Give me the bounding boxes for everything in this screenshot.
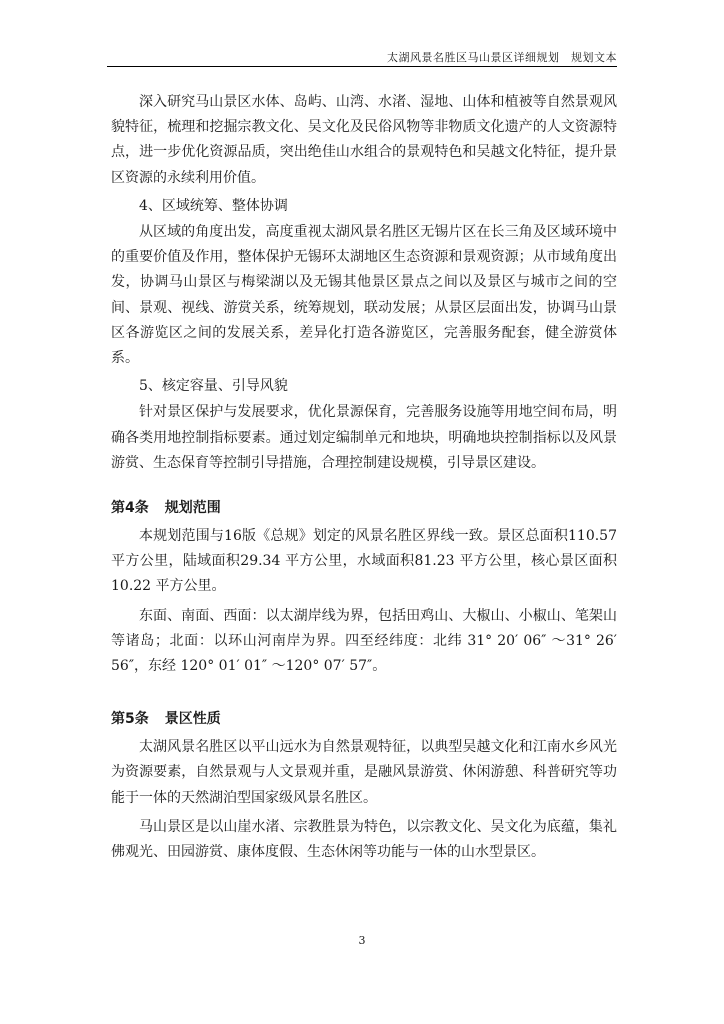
document-body	[111, 90, 617, 865]
subheading-regional-coordination: 4、区域统筹、整体协调	[139, 197, 288, 214]
article-5-heading	[111, 707, 617, 731]
article-5-paragraph-mashan: 马山景区是以山崖水渚、宗教胜景为特色，以宗教文化、吴文化为底蕴，集礼佛观光、田园游赏、康体度假、生态休闲等功能与一体的山水型景区。	[111, 818, 617, 861]
article-5-title: 景区性质	[164, 711, 221, 728]
paragraph-regional-coordination: 从区域的角度出发，高度重视太湖风景名胜区无锡片区在长三角及区域环境中的重要价值及作用，整体保护无锡环太湖地区生态资源和景观资源；从市域角度出发，协调马山景区与梅梁湖以及无锡其他景区景点之间以及景区与城市之间的空间、景观、视线、游赏关系，统筹规划，联动发展；从景区层面出发，协调马山景区各游览区之间的发展关系，差异化打造各游览区，完善服务配套，健全游赏体系。	[111, 224, 617, 367]
article-4-heading	[111, 496, 617, 520]
running-header: 太湖风景名胜区马山景区详细规划 规划文本	[387, 51, 617, 64]
article-4-paragraph-scope: 本规划范围与16版《总规》划定的风景名胜区界线一致。景区总面积110.57平方公里，陆域面积29.34 平方公里，水域面积81.23 平方公里，核心景区面积10.22 平方公里。	[111, 528, 617, 595]
article-4-paragraph-boundaries: 东面、南面、西面：以太湖岸线为界，包括田鸡山、大椒山、小椒山、笔架山等诸岛；北面：以环山河南岸为界。四至经纬度：北纬 31° 20′ 06″ ～31° 26′ 56″，东经 120° 01′ 01″ ～120° 07′ 57″。	[111, 607, 617, 675]
paragraph-resource-features: 深入研究马山景区水体、岛屿、山湾、水渚、湿地、山体和植被等自然景观风貌特征，梳理和挖掘宗教文化、吴文化及民俗风物等非物质文化遗产的人文资源特点，进一步优化资源品质，突出绝佳山水组合的景观特色和吴越文化特征，提升景区资源的永续利用价值。	[111, 94, 617, 186]
article-5-paragraph-nature: 太湖风景名胜区以平山远水为自然景观特征，以典型吴越文化和江南水乡风光为资源要素，自然景观与人文景观并重，是融风景游赏、休闲游憩、科普研究等功能于一体的天然湖泊型国家级风景名胜区。	[111, 739, 617, 806]
article-5-number: 第5条	[111, 711, 149, 728]
article-4-title: 规划范围	[164, 500, 221, 517]
paragraph-capacity-guidance: 针对景区保护与发展要求，优化景源保育，完善服务设施等用地空间布局，明确各类用地控制指标要素。通过划定编制单元和地块，明确地块控制指标以及风景游赏、生态保育等控制引导措施，合理控制建设规模，引导景区建设。	[111, 404, 617, 471]
page-number: 3	[358, 934, 366, 947]
subheading-capacity-guidance: 5、核定容量、引导风貌	[139, 378, 288, 395]
header-rule	[107, 66, 617, 67]
article-4-number: 第4条	[111, 500, 149, 517]
